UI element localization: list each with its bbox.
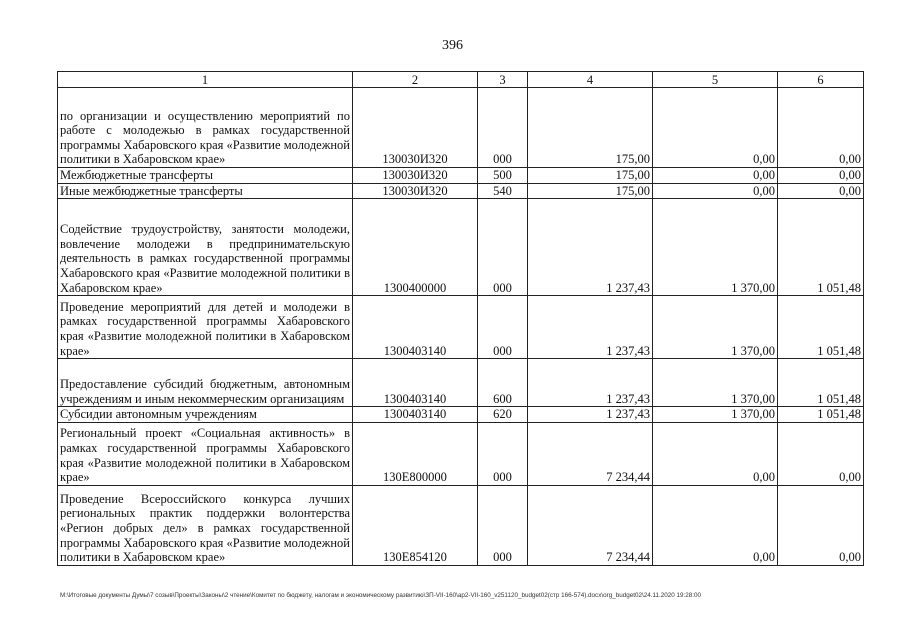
row-value-3: 1 051,48 (778, 296, 864, 359)
row-name: Проведение мероприятий для детей и молодежи в рамках государственной программы Хабаровского края «Развитие молодежной политики в Хабаровском крае» (58, 296, 353, 359)
row-value-2: 0,00 (653, 422, 778, 485)
row-type: 000 (478, 88, 528, 168)
row-type: 600 (478, 359, 528, 407)
footer-file-path: M:\Итоговые документы Думы\7 созыв\Проекты\Законы\2 чтение\Комитет по бюджету, налогам и экономическому развитию\ЗП-VII-160\ap2-VII-160_v251120_budget02(стр 166-574).docx\org_budget02\24.11.2020 19:28:00 (60, 592, 702, 599)
row-value-2: 1 370,00 (653, 296, 778, 359)
row-value-1: 7 234,44 (528, 485, 653, 565)
row-value-2: 1 370,00 (653, 199, 778, 296)
row-code: 1300400000 (353, 199, 478, 296)
table-row (58, 422, 864, 485)
page-number: 396 (442, 38, 463, 53)
row-code: 1300403140 (353, 296, 478, 359)
row-value-2: 0,00 (653, 183, 778, 199)
row-type: 540 (478, 183, 528, 199)
table-row (58, 168, 864, 184)
row-name: Региональный проект «Социальная активность» в рамках государственной программы Хабаровского края «Развитие молодежной политики в Хабаровском крае» (58, 422, 353, 485)
table-row (58, 199, 864, 296)
row-code: 130E854120 (353, 485, 478, 565)
row-value-2: 0,00 (653, 168, 778, 184)
row-value-1: 1 237,43 (528, 296, 653, 359)
row-value-3: 0,00 (778, 168, 864, 184)
col-header: 2 (353, 72, 478, 88)
row-code: 1300403140 (353, 407, 478, 423)
row-value-3: 0,00 (778, 422, 864, 485)
col-header: 4 (528, 72, 653, 88)
row-value-3: 1 051,48 (778, 359, 864, 407)
table-row (58, 359, 864, 407)
row-type: 620 (478, 407, 528, 423)
row-name: Содействие трудоустройству, занятости молодежи, вовлечение молодежи в предпринимательскую деятельность в рамках государственной программы Хабаровского края «Развитие молодежной политики в Хабаровском крае» (58, 199, 353, 296)
row-value-1: 1 237,43 (528, 407, 653, 423)
table-row (58, 485, 864, 565)
row-code: 130030И320 (353, 88, 478, 168)
row-value-1: 175,00 (528, 183, 653, 199)
row-value-2: 0,00 (653, 485, 778, 565)
row-type: 000 (478, 199, 528, 296)
row-value-3: 1 051,48 (778, 199, 864, 296)
row-name: Предоставление субсидий бюджетным, автономным учреждениям и иным некоммерческим организациям (58, 359, 353, 407)
row-type: 000 (478, 485, 528, 565)
row-name: Субсидии автономным учреждениям (58, 407, 353, 423)
table-row (58, 88, 864, 168)
row-value-1: 1 237,43 (528, 359, 653, 407)
row-value-3: 0,00 (778, 183, 864, 199)
budget-table (57, 71, 864, 566)
row-value-3: 1 051,48 (778, 407, 864, 423)
row-value-3: 0,00 (778, 485, 864, 565)
row-name: Межбюджетные трансферты (58, 168, 353, 184)
col-header: 1 (58, 72, 353, 88)
row-value-2: 1 370,00 (653, 407, 778, 423)
row-type: 000 (478, 296, 528, 359)
row-value-1: 7 234,44 (528, 422, 653, 485)
header-row (58, 72, 864, 88)
row-name: Проведение Всероссийского конкурса лучших региональных практик поддержки волонтерства «Регион добрых дел» в рамках государственной программы Хабаровского края «Развитие молодежной политики в Хабаровском крае» (58, 485, 353, 565)
row-value-1: 175,00 (528, 168, 653, 184)
row-value-2: 1 370,00 (653, 359, 778, 407)
col-header: 6 (778, 72, 864, 88)
col-header: 5 (653, 72, 778, 88)
table-row (58, 183, 864, 199)
row-value-2: 0,00 (653, 88, 778, 168)
row-code: 1300403140 (353, 359, 478, 407)
row-code: 130030И320 (353, 168, 478, 184)
row-value-3: 0,00 (778, 88, 864, 168)
row-name: Иные межбюджетные трансферты (58, 183, 353, 199)
row-code: 130030И320 (353, 183, 478, 199)
col-header: 3 (478, 72, 528, 88)
table-row (58, 407, 864, 423)
table-row (58, 296, 864, 359)
row-type: 500 (478, 168, 528, 184)
row-name: по организации и осуществлению мероприятий по работе с молодежью в рамках государственной программы Хабаровского края «Развитие молодежной политики в Хабаровском крае» (58, 88, 353, 168)
row-code: 130E800000 (353, 422, 478, 485)
row-value-1: 175,00 (528, 88, 653, 168)
row-type: 000 (478, 422, 528, 485)
row-value-1: 1 237,43 (528, 199, 653, 296)
